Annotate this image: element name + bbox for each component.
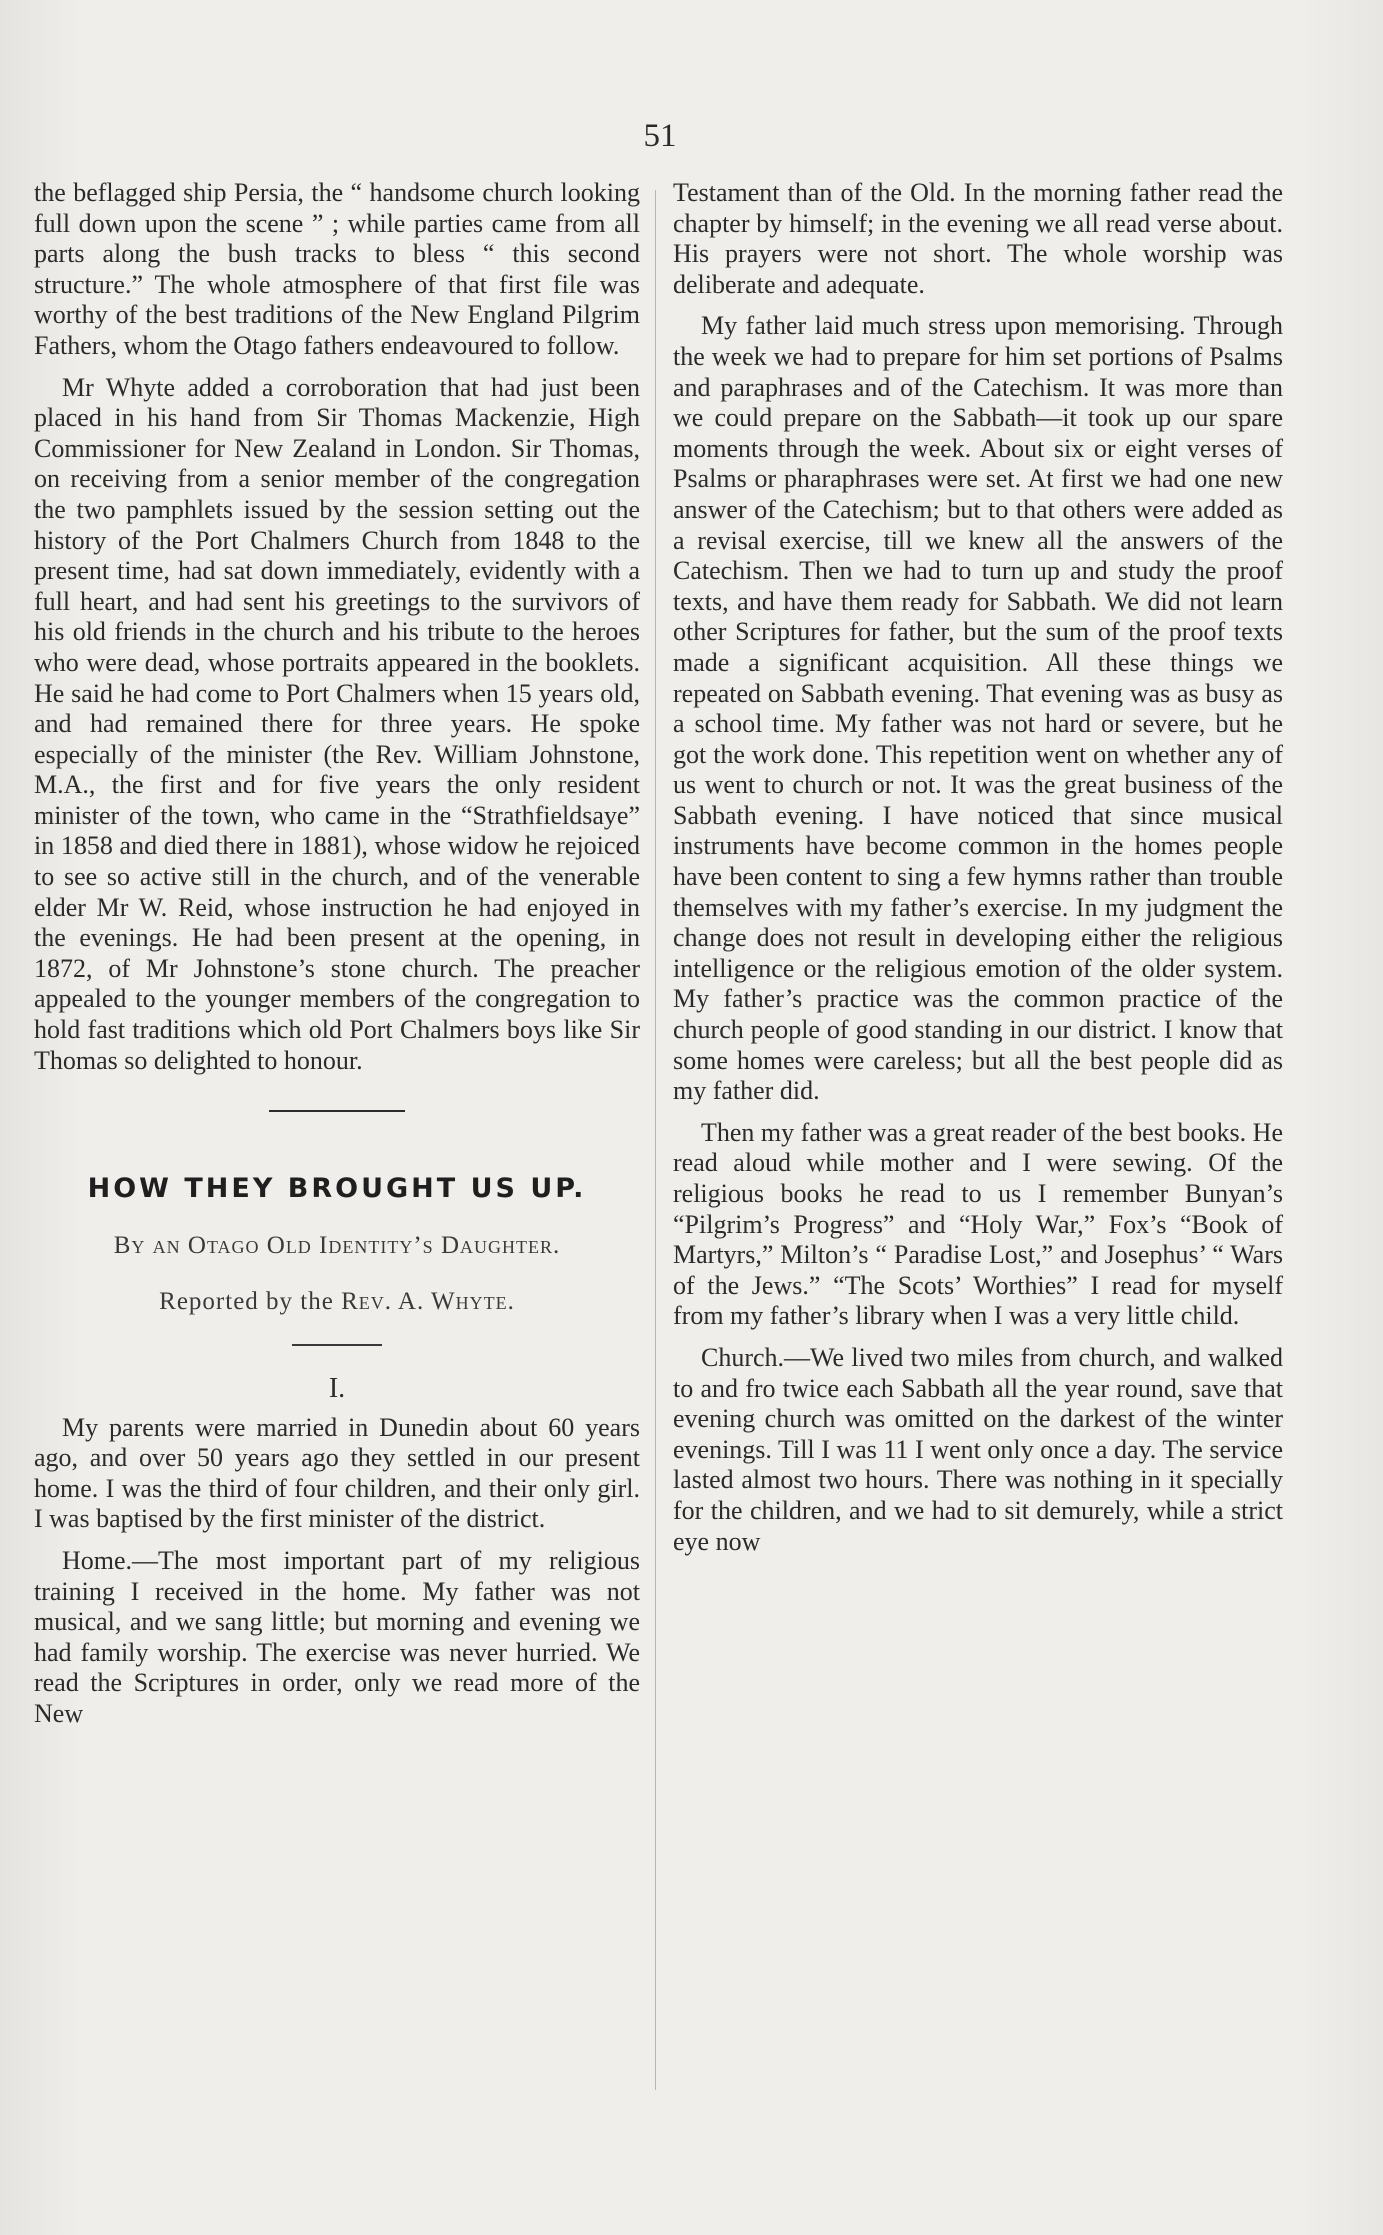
- left-column: [34, 178, 640, 1741]
- right-paragraph-4: Church.—We lived two miles from church, and walked to and fro twice each Sabbath all the year round, save that evening church was omitted on the darkest of the winter evenings. Till I was 11 I went only once a day. The service lasted almost two hours. There was nothing in it specially for the children, and we had to sit demurely, while a strict eye now: [673, 1342, 1283, 1556]
- article-paragraph-2: Home.—The most important part of my religious training I received in the home. My father was not musical, and we sang little; but morning and evening we had family worship. The exercise was never hurried. We read the Scriptures in order, only we read more of the New: [34, 1545, 640, 1728]
- reporter-name: Rev. A. Whyte.: [341, 1288, 515, 1316]
- section-divider: [269, 1110, 405, 1112]
- column-rule: [655, 190, 656, 2090]
- title-divider: [292, 1344, 382, 1346]
- page-number: 51: [643, 118, 677, 154]
- right-paragraph-1: Testament than of the Old. In the morning father read the chapter by himself; in the evening we all read verse about. His prayers were not short. The whole worship was deliberate and adequate.: [673, 178, 1283, 299]
- reported-prefix: Reported by the: [159, 1288, 334, 1316]
- whyte-paragraph: Mr Whyte added a corroboration that had just been placed in his hand from Sir Thomas Mackenzie, High Commissioner for New Zealand in London. Sir Thomas, on receiving from a senior member of the congregation the two pamphlets issued by the session setting out the history of the Port Chalmers Church from 1848 to the present time, had sat down immediately, evidently with a full heart, and had sent his greetings to the survivors of his old friends in the church and his tribute to the heroes who were dead, whose portraits appeared in the booklets. He said he had come to Port Chalmers when 15 years old, and had remained there for three years. He spoke especially of the minister (the Rev. William Johnstone, M.A., the first and for five years the only resident minister of the town, who came in the “Strathfieldsaye” in 1858 and died there in 1881), whose widow he rejoiced to see so active still in the church, and of the venerable elder Mr W. Reid, whose instruction he had enjoyed in the evenings. He had been present at the opening, in 1872, of Mr Johnstone’s stone church. The preacher appealed to the younger members of the congregation to hold fast traditions which old Port Chalmers boys like Sir Thomas so delighted to honour.: [34, 372, 640, 1075]
- article-paragraph-1: My parents were married in Dunedin about 60 years ago, and over 50 years ago they settled in our present home. I was the third of four children, and their only girl. I was baptised by the first minister of the district.: [34, 1412, 640, 1534]
- article-byline: By an Otago Old Identity’s Daughter.: [113, 1231, 561, 1259]
- article-reporter: [34, 1287, 640, 1318]
- section-number: I.: [328, 1373, 346, 1404]
- right-column: [673, 178, 1283, 1568]
- right-paragraph-2: My father laid much stress upon memorising. Through the week we had to prepare for him set portions of Psalms and paraphrases and of the Catechism. It was more than we could prepare on the Sabbath—it took up our spare moments through the week. About six or eight verses of Psalms or pharaphrases were set. At first we had one new answer of the Catechism; but to that others were added as a revisal exercise, till we knew all the answers of the Catechism. Then we had to turn up and study the proof texts, and have them ready for Sabbath. We did not learn other Scriptures for father, but the sum of the proof texts made a significant acquisition. All these things we repeated on Sabbath evening. That evening was as busy as a school time. My father was not hard or severe, but he got the work done. This repetition went on whether any of us went to church or not. It was the great business of the Sabbath evening. I have noticed that since musical instruments have become common in the homes people have been content to sing a few hymns rather than trouble themselves with my father’s exercise. In my judgment the change does not result in developing either the religious intelligence or the religious emotion of the older system. My father’s practice was the common practice of the church people of good standing in our district. I know that some homes were careless; but all the best people did as my father did.: [673, 311, 1283, 1106]
- continued-paragraph: the beflagged ship Persia, the “ handsome church looking full down upon the scene ” ; while parties came from all parts along the bush tracks to bless “ this second structure.” The whole atmosphere of that first file was worthy of the best traditions of the New England Pilgrim Fathers, whom the Otago fathers endeavoured to follow.: [34, 178, 640, 360]
- right-paragraph-3: Then my father was a great reader of the best books. He read aloud while mother and I were sewing. Of the religious books he read to us I remember Bunyan’s “Pilgrim’s Progress” and “Holy War,” Fox’s “Book of Martyrs,” Milton’s “ Paradise Lost,” and Josephus’ “ Wars of the Jews.” “The Scots’ Worthies” I read for myself from my father’s library when I was a very little child.: [673, 1117, 1283, 1331]
- article-title: HOW THEY BROUGHT US UP.: [87, 1173, 587, 1205]
